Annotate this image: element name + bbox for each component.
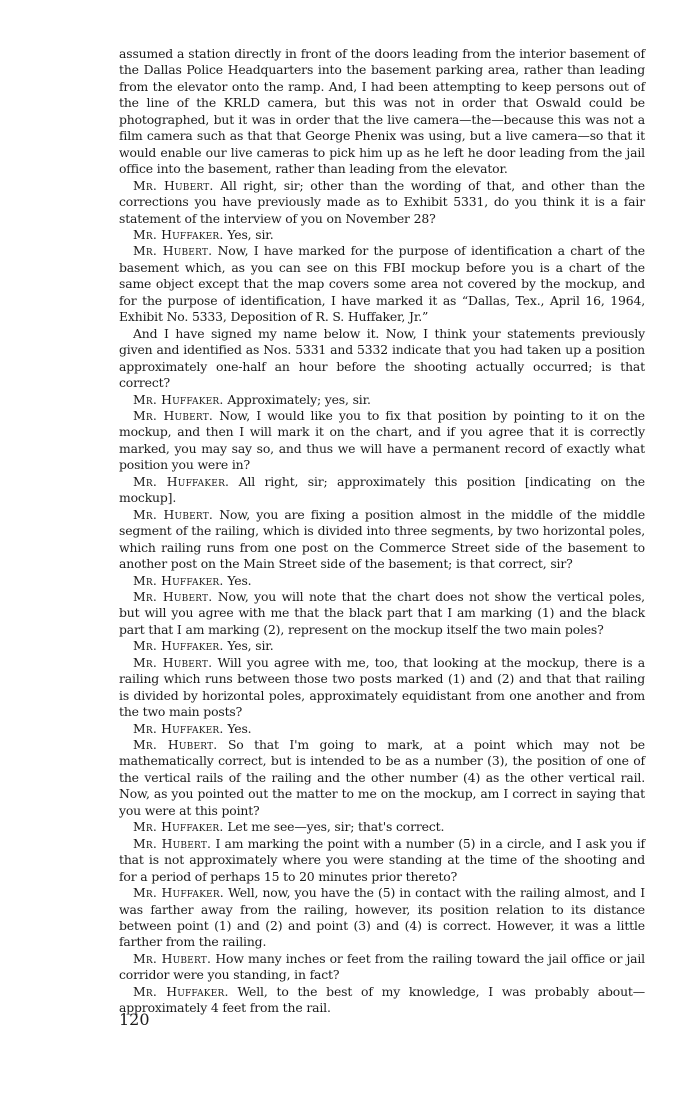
speaker-label: Mr. Huffaker. bbox=[133, 885, 224, 901]
paragraph bbox=[119, 227, 645, 243]
paragraph bbox=[119, 951, 645, 984]
speaker-label: Mr. Huffaker. bbox=[133, 983, 229, 999]
paragraph-text: And I have signed my name below it. Now, I think your statements previously given and identified as Nos. 5331 and 5332 indicate that you had taken up a position approximately one-half an hour before the shooting actually occurred; is that correct? bbox=[119, 325, 645, 391]
paragraph-text: Now, I would like you to fix that position by pointing to it on the mockup, and then I will mark it on the chart, and if you agree that it is correctly marked, you may say so, and thus we will have a permanent record of exactly what position you were in? bbox=[119, 407, 645, 473]
paragraph-text: Yes. bbox=[227, 720, 252, 736]
speaker-label: Mr. Hubert. bbox=[133, 407, 214, 423]
paragraph bbox=[119, 573, 645, 589]
paragraph bbox=[119, 721, 645, 737]
paragraph-text: How many inches or feet from the railing toward the jail office or jail corridor were you standing, in fact? bbox=[119, 950, 645, 983]
paragraph bbox=[119, 392, 645, 408]
paragraph bbox=[119, 984, 645, 1017]
speaker-label: Mr. Huffaker. bbox=[133, 819, 224, 835]
paragraph bbox=[119, 326, 645, 392]
paragraph bbox=[119, 655, 645, 721]
paragraph bbox=[119, 474, 645, 507]
speaker-label: Mr. Huffaker. bbox=[133, 572, 224, 588]
speaker-label: Mr. Huffaker. bbox=[133, 638, 224, 654]
paragraph bbox=[119, 638, 645, 654]
paragraph bbox=[119, 178, 645, 227]
paragraph-text: Approximately; yes, sir. bbox=[227, 391, 371, 407]
speaker-label: Mr. Hubert. bbox=[133, 835, 212, 851]
paragraph bbox=[119, 836, 645, 885]
page-number: 120 bbox=[119, 1010, 150, 1029]
paragraph-text: All right, sir; approximately this position [indicating on the mockup]. bbox=[119, 473, 645, 506]
paragraph-text: All right, sir; other than the wording of that, and other than the corrections you have previously made as to Exhibit 5331, do you think it is a fair statement of the interview of you on November 28? bbox=[119, 177, 645, 226]
paragraph-text: I am marking the point with a number (5) in a circle, and I ask you if that is not approximately where you were standing at the time of the shooting and for a period of perhaps 15 to 20 minutes prior thereto? bbox=[119, 835, 645, 884]
document-body bbox=[119, 46, 645, 1017]
speaker-label: Mr. Huffaker. bbox=[133, 473, 230, 489]
paragraph-text: Will you agree with me, too, that looking at the mockup, there is a railing which runs between those two posts marked (1) and (2) and that that railing is divided by horizontal poles, approximately equidistant from one another and from the two main posts? bbox=[119, 654, 645, 720]
paragraph bbox=[119, 46, 645, 178]
paragraph-text: Yes, sir. bbox=[227, 638, 274, 654]
paragraph-text: Let me see—yes, sir; that's correct. bbox=[227, 819, 445, 835]
speaker-label: Mr. Huffaker. bbox=[133, 226, 224, 242]
paragraph bbox=[119, 243, 645, 325]
paragraph-text: Yes. bbox=[227, 572, 252, 588]
paragraph bbox=[119, 885, 645, 951]
speaker-label: Mr. Huffaker. bbox=[133, 720, 224, 736]
speaker-label: Mr. Hubert. bbox=[133, 737, 218, 753]
speaker-label: Mr. Hubert. bbox=[133, 177, 214, 193]
paragraph-text: So that I'm going to mark, at a point which may not be mathematically correct, but is intended to be as a number (3), the position of one of the vertical rails of the railing and the other number (4) as the other vertical rail. Now, as you pointed out the matter to me on the mockup, am I correct in saying that you were at this point? bbox=[119, 737, 645, 818]
paragraph-text: assumed a station directly in front of the doors leading from the interior basement of the Dallas Police Headquarters into the basement parking area, rather than leading from the elevator onto the ramp. And, I had been attempting to keep persons out of the line of the KRLD camera, but this was not in order that Oswald could be photographed, but it was in order that the live camera—the—because this was not a film camera such as that that George Phenix was using, but a live camera—so that it would enable our live cameras to pick him up as he left he door leading from the jail office into the basement, rather than leading from the elevator. bbox=[119, 46, 645, 177]
paragraph bbox=[119, 737, 645, 819]
speaker-label: Mr. Huffaker. bbox=[133, 391, 224, 407]
speaker-label: Mr. Hubert. bbox=[133, 243, 213, 259]
paragraph-text: Now, you are fixing a position almost in the middle of the middle segment of the railing, which is divided into three segments, by two horizontal poles, which railing runs from one post on the Commerce Street side of the basement to another post on the Main Street side of the basement; is that correct, sir? bbox=[119, 506, 646, 572]
paragraph-text: Well, to the best of my knowledge, I was probably about—approximately 4 feet from the rail. bbox=[119, 983, 645, 1016]
speaker-label: Mr. Hubert. bbox=[133, 950, 212, 966]
paragraph bbox=[119, 507, 645, 573]
speaker-label: Mr. Hubert. bbox=[133, 506, 214, 522]
paragraph-text: Yes, sir. bbox=[227, 226, 274, 242]
speaker-label: Mr. Hubert. bbox=[133, 588, 213, 604]
paragraph bbox=[119, 589, 645, 638]
paragraph-text: Now, I have marked for the purpose of identification a chart of the basement which, as you can see on this FBI mockup before you is a chart of the same object except that the map covers some area not covered by the mockup, and for the purpose of identification, I have marked it as “Dallas, Tex., April 16, 1964, Exhibit No. 5333, Deposition of R. S. Huffaker, Jr.” bbox=[119, 243, 645, 325]
paragraph-text: Well, now, you have the (5) in contact with the railing almost, and I was farther away from the railing, however, its position relation to its distance between point (1) and (2) and point (3) and (4) is correct. However, it was a little farther from the railing. bbox=[119, 885, 646, 950]
speaker-label: Mr. Hubert. bbox=[133, 654, 213, 670]
paragraph bbox=[119, 819, 645, 835]
paragraph bbox=[119, 408, 645, 474]
paragraph-text: Now, you will note that the chart does not show the vertical poles, but will you agree with me that the black part that I am marking (1) and the black part that I am marking (2), represent on the mockup itself the two main poles? bbox=[119, 588, 645, 637]
